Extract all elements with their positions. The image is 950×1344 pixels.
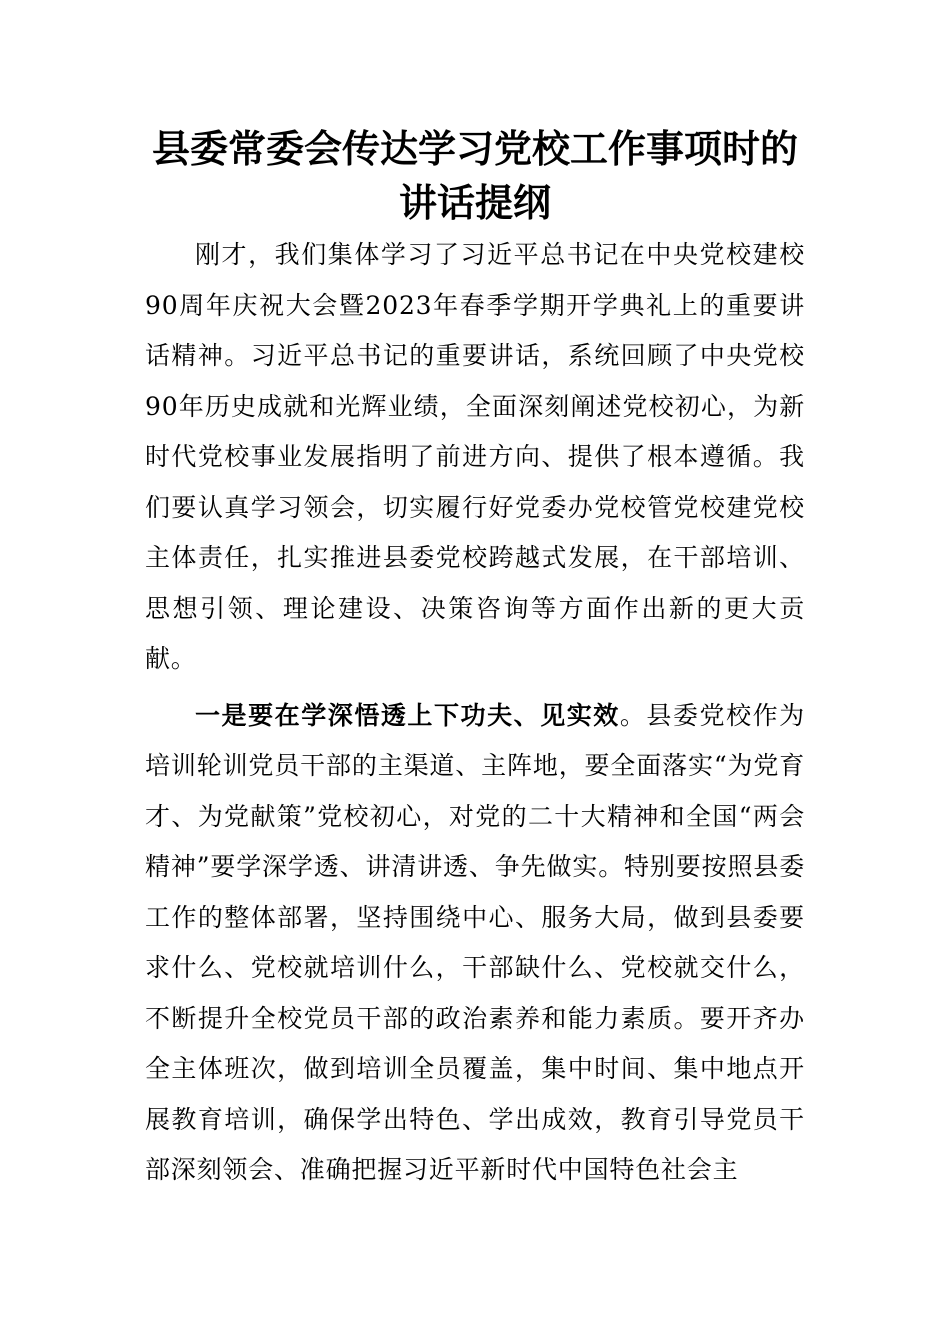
- paragraph-point-one: [145, 691, 805, 1196]
- paragraph-intro: [145, 230, 805, 685]
- paragraph-lead: 一是要在学深悟透上下功夫、见实效: [195, 700, 620, 730]
- paragraph-text: 刚才，我们集体学习了习近平总书记在中央党校建校90周年庆祝大会暨2023年春季学期开学典礼上的重要讲话精神。习近平总书记的重要讲话，系统回顾了中央党校90年历史成就和光辉业绩，全面深刻阐述党校初心，为新时代党校事业发展指明了前进方向、提供了根本遵循。我们要认真学习领会，切实履行好党委办党校管党校建党校主体责任，扎实推进县委党校跨越式发展，在干部培训、思想引领、理论建设、决策咨询等方面作出新的更大贡献。: [145, 240, 805, 673]
- paragraph-text: 。县委党校作为培训轮训党员干部的主渠道、主阵地，要全面落实“为党育才、为党献策”党校初心，对党的二十大精神和全国“两会精神”要学深学透、讲清讲透、争先做实。特别要按照县委工作的整体部署，坚持围绕中心、服务大局，做到县委要求什么、党校就培训什么，干部缺什么、党校就交什么，不断提升全校党员干部的政治素养和能力素质。要开齐办全主体班次，做到培训全员覆盖，集中时间、集中地点开展教育培训，确保学出特色、学出成效，教育引导党员干部深刻领会、准确把握习近平新时代中国特色社会主: [145, 700, 805, 1184]
- document-body: [145, 230, 805, 1196]
- document-title: 县委常委会传达学习党校工作事项时的讲话提纲: [151, 126, 798, 225]
